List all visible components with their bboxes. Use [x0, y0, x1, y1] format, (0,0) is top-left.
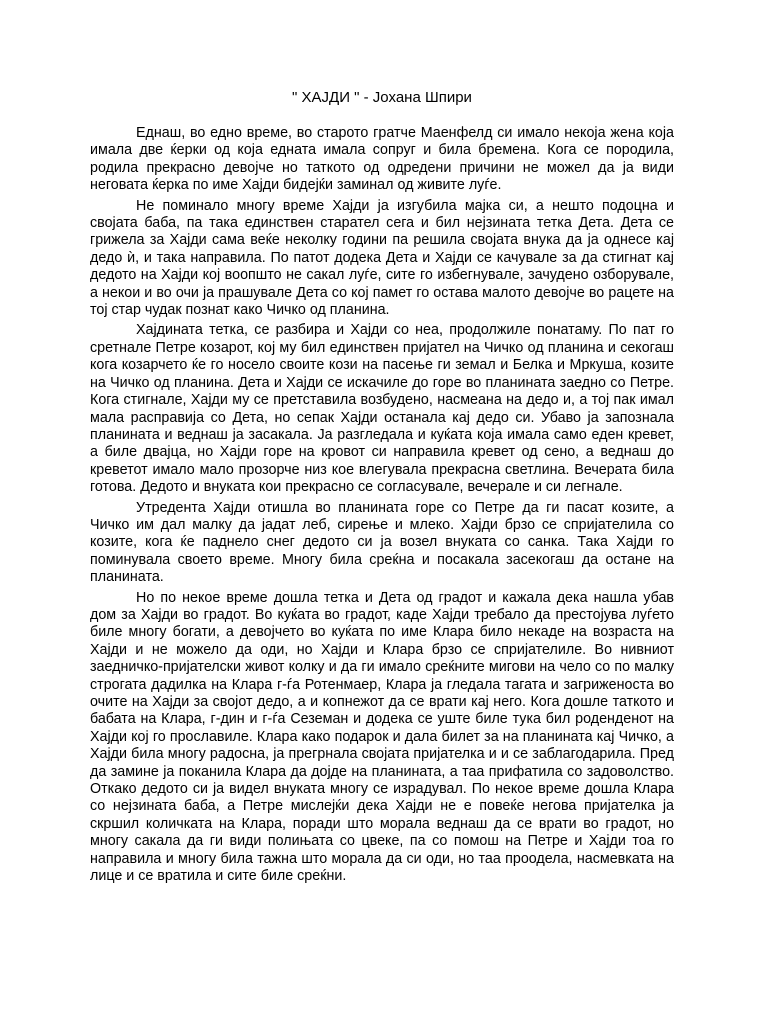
paragraph-3: Хајдината тетка, се разбира и Хајди со неа, продолжиле понатаму. По пат го сретнале Петре козарот, кој му бил единствен пријател на Чичко од планина и секогаш кога козарчето ќе го носело своите кози на пасење ги земал и Белка и Мркуша, козите на Чичко од планина. Дета и Хајди се искачиле до горе во планината заедно со Петре. Кога стигнале, Хајди му се претставила возбудено, насмеана на дедо и, а тој пак имал мала расправија со Дета, но сепак Хајди останала кај дедо си. Убаво ја запознала планината и веднаш ја засакала. Ја разгледала и куќата која имала само еден кревет, а биле двајца, но Хајди горе на кровот си направила кревет од сено, а веднаш до креветот имало мало прозорче низ кое влегувала прекрасна светлина. Вечерата била готова. Дедото и внуката кои прекрасно се согласувале, вечерале и си легнале.: [90, 322, 674, 496]
document-page: [90, 88, 674, 888]
paragraph-4: Утредента Хајди отишла во планината горе со Петре да ги пасат козите, а Чичко им дал малку да јадат леб, сирење и млеко. Хајди брзо се спријателила со козите, кога ќе паднело снег дедото си ја возел внуката со санка. Така Хајди го поминувала своето време. Многу била среќна и посакала засекогаш да остане на планината.: [90, 499, 674, 586]
paragraph-2: Не поминало многу време Хајди ја изгубила мајка си, а нешто подоцна и својата баба, па така единствен старател сега и бил нејзината тетка Дета. Дета се грижела за Хајди сама веќе неколку години па решила својата внука да ја однесе кај дедо ѝ, и така направила. По патот додека Дета и Хајди се качувале за да стигнат кај дедото на Хајди кој воопшто не сакал луѓе, сите го избегнувале, зачудено озборувале, а некои и во очи ја прашувале Дета со кој памет го остава малото девојче во рацете на тој стар чудак познат како Чичко од планина.: [90, 197, 674, 319]
paragraph-1: Еднаш, во едно време, во старото гратче Маенфелд си имало некоја жена која имала две ќерки од која едната имала сопруг и била бремена. Кога се породила, родила прекрасно девојче но таткото од одредени причини не можел да ја види неговата ќерка по име Хајди бидејќи заминал од живите луѓе.: [90, 125, 674, 194]
paragraph-5: Но по некое време дошла тетка и Дета од градот и кажала дека нашла убав дом за Хајди во градот. Во куќата во градот, каде Хајди требало да престојува луѓето биле многу богати, а девојчето во куќата по име Клара било некаде на возраста на Хајди и не можело да оди, но Хајди и Клара брзо се спријателиле. Во нивниот заедничко-пријателски живот колку и да ги имало среќните мигови на чело со по малку строгата дадилка на Клара г-ѓа Ротенмаер, Клара ја гледала тагата и загриженоста во очите на Хајди за својот дедо, а и копнежот да се врати кај него. Кога дошле таткото и бабата на Клара, г-дин и г-ѓа Сеземан и додека се уште биле тука бил роденденот на Хајди кој го прославиле. Клара како подарок и дала билет за на планината кај Чичко, а Хајди била многу радосна, ја прегрнала својата пријателка и и се заблагодарила. Пред да замине ја поканила Клара да дојде на планината, а таа прифатила со задоволство. Откако дедото си ја видел внуката многу се израдувал. По некое време дошла Клара со нејзината баба, а Петре мислејќи дека Хајди не е повеќе негова пријателка ја скршил количката на Клара, поради што морала веднаш да се врати во градот, но многу сакала да ги види полињата со цвеке, па со помош на Петре и Хајди тоа го направила и многу била тажна што морала да си оди, но таа проодела, насмевката на лице и се вратила и сите биле среќни.: [90, 589, 674, 885]
document-title: " ХАЈДИ " - Јохана Шпири: [292, 89, 472, 106]
